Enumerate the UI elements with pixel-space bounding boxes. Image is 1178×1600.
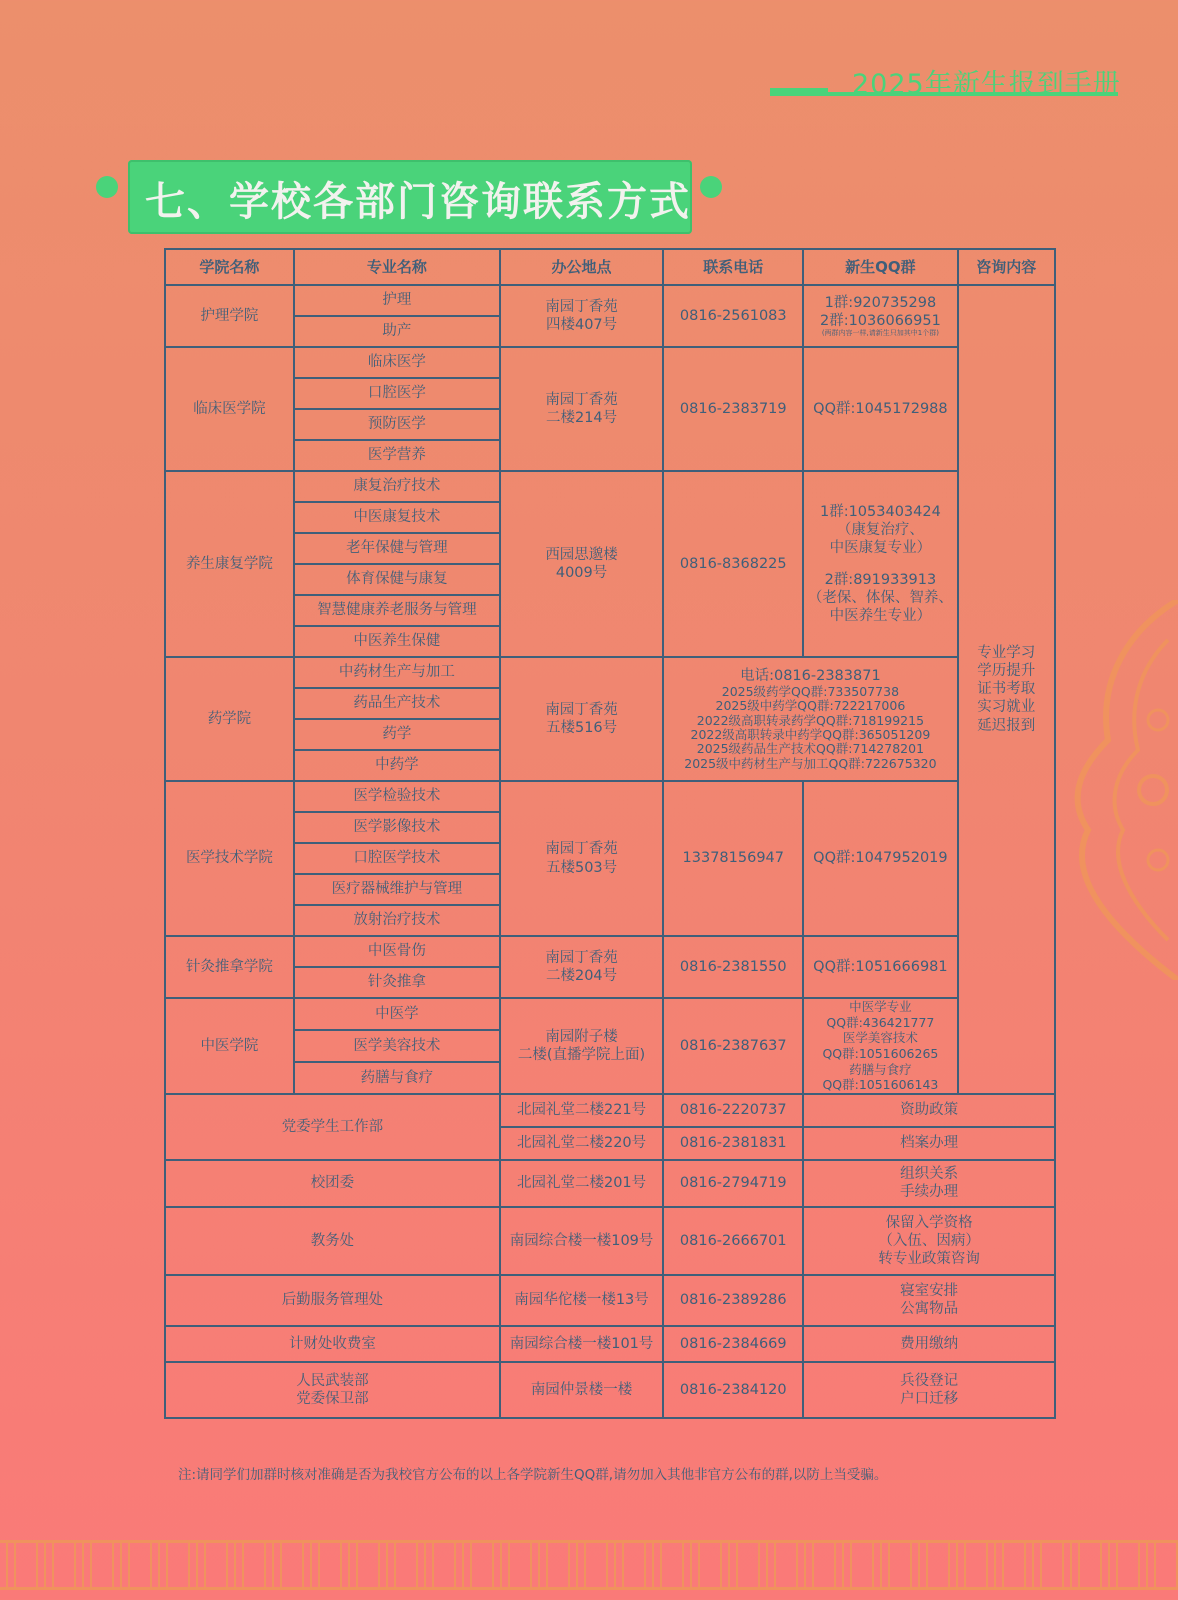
office-line: 四楼407号 [545,317,618,333]
major-name: 口腔医学 [294,378,500,409]
college-name: 临床医学院 [165,347,294,471]
table-row [165,936,1055,967]
table-row [165,657,1055,688]
major-name: 医学美容技术 [294,1030,500,1062]
phone-number: 0816-2387637 [663,998,803,1094]
office-location [500,285,663,347]
phone-number: 0816-2666701 [663,1207,803,1275]
qq-line: 中医康复专业） [829,539,932,556]
major-name: 医学影像技术 [294,812,500,843]
phone-number: 0816-8368225 [663,471,803,657]
consult-line: 手续办理 [900,1184,959,1201]
consult-content: 资助政策 [803,1094,1055,1127]
major-name: 药膳与食疗 [294,1062,500,1094]
office-location [500,471,663,657]
qq-line: 药膳与食疗 [849,1061,912,1077]
office-location [500,657,663,781]
consult-line: 实习就业 [977,699,1036,716]
college-name: 医学技术学院 [165,781,294,936]
qq-line: 1群:920735298 [824,295,937,312]
consult-line: 公寓物品 [900,1301,959,1318]
qq-line: 2025级药品生产技术QQ群:714278201 [696,741,925,757]
phone-number: 0816-2561083 [663,285,803,347]
table-row [165,347,1055,378]
qq-line: 2022级高职转录中药学QQ群:365051209 [690,727,931,743]
major-name: 康复治疗技术 [294,471,500,502]
college-name: 针灸推拿学院 [165,936,294,998]
decorative-border-band [0,1540,1178,1590]
office-location: 南园华佗楼一楼13号 [500,1275,663,1326]
table-row [165,1094,1055,1127]
qq-note: (两群内容一样,请新生只加其中1个群) [821,329,939,338]
office-location [500,347,663,471]
major-name: 助产 [294,316,500,347]
office-line: 西园思邈楼 [545,546,618,563]
department-name: 教务处 [165,1207,500,1275]
table-row [165,1160,1055,1207]
department-name: 党委学生工作部 [165,1094,500,1160]
qq-group [803,998,957,1094]
qq-line: 2022级高职转录药学QQ群:718199215 [696,712,925,728]
phone-number: 0816-2383719 [663,347,803,471]
office-line: 二楼204号 [545,968,618,984]
footer-note: 注:请同学们加群时核对准确是否为我校官方公布的以上各学院新生QQ群,请勿加入其他非官方公布的群,以防上当受骗。 [178,1467,888,1483]
qq-line: 2025级药学QQ群:733507738 [721,683,900,699]
phone-number: 0816-2384120 [663,1362,803,1418]
major-name: 中医康复技术 [294,502,500,533]
qq-line: 中医学专业 [849,999,912,1014]
consult-line: （入伍、因病） [878,1232,980,1249]
consult-content: 档案办理 [803,1127,1055,1160]
major-name: 医学营养 [294,440,500,471]
office-line: 五楼516号 [545,720,618,736]
consult-line: 证书考取 [977,681,1036,698]
header-college: 学院名称 [165,249,294,285]
table-row [165,1207,1055,1275]
major-name: 针灸推拿 [294,967,500,998]
consult-content: 费用缴纳 [803,1326,1055,1362]
major-name: 护理 [294,285,500,316]
table-row [165,1362,1055,1418]
phone-number: 0816-2381550 [663,936,803,998]
cloud-ornament-icon [1058,600,1178,980]
qq-spacer [806,557,954,571]
department-line: 党委保卫部 [296,1390,369,1407]
phone-qq-combined [663,657,957,781]
table-row [165,1275,1055,1326]
qq-line: 2群:1036066951 [819,313,941,330]
major-name: 药学 [294,719,500,750]
consult-line: 户口迁移 [900,1390,959,1407]
office-line: 二楼(直播学院上面) [517,1046,646,1063]
phone-number: 13378156947 [663,781,803,936]
office-line: 南园丁香苑 [545,949,618,966]
qq-group: QQ群:1047952019 [803,781,957,936]
college-name: 护理学院 [165,285,294,347]
table-row [165,1326,1055,1362]
consult-line: 寝室安排 [900,1283,959,1300]
consult-line: 兵役登记 [900,1372,959,1389]
office-line: 4009号 [555,565,608,581]
handbook-title: 2025年新生报到手册 [852,69,1121,100]
consult-line: 延迟报到 [977,717,1036,734]
office-location: 北园礼堂二楼221号 [500,1094,663,1127]
banner-right-knob [700,176,722,198]
contact-table [164,248,1056,1419]
phone-number: 0816-2384669 [663,1326,803,1362]
office-location [500,936,663,998]
header-phone: 联系电话 [663,249,803,285]
section-title: 七、学校各部门咨询联系方式 [145,179,691,225]
office-line: 南园丁香苑 [545,391,618,408]
office-line: 南园丁香苑 [545,841,618,858]
consult-content [803,1275,1055,1326]
office-location: 南园仲景楼一楼 [500,1362,663,1418]
pharmacy-phone: 电话:0816-2383871 [740,667,881,684]
office-line: 南园丁香苑 [545,298,618,315]
qq-line: 中医养生专业） [829,608,932,625]
department-line: 人民武装部 [296,1372,369,1389]
consult-content [958,285,1055,1094]
office-location: 南园综合楼一楼109号 [500,1207,663,1275]
department-name: 计财处收费室 [165,1326,500,1362]
phone-number: 0816-2389286 [663,1275,803,1326]
office-location: 北园礼堂二楼220号 [500,1127,663,1160]
department-name [165,1362,500,1418]
table-row [165,285,1055,316]
office-location [500,781,663,936]
qq-line: 1群:1053403424 [819,503,941,520]
consult-content [803,1207,1055,1275]
qq-line: （康复治疗、 [836,521,924,538]
major-name: 老年保健与管理 [294,533,500,564]
major-name: 中医养生保健 [294,626,500,657]
office-line: 二楼214号 [545,410,618,426]
header-major: 专业名称 [294,249,500,285]
header-consult: 咨询内容 [958,249,1055,285]
qq-line: QQ群:436421777 [826,1014,935,1030]
table-row [165,781,1055,812]
major-name: 体育保健与康复 [294,564,500,595]
qq-line: QQ群:1051606265 [822,1045,939,1061]
major-name: 药品生产技术 [294,688,500,719]
department-name: 校团委 [165,1160,500,1207]
qq-group [803,471,957,657]
major-name: 中医骨伤 [294,936,500,967]
qq-line: 2025级中药学QQ群:722217006 [715,698,906,714]
major-name: 医学检验技术 [294,781,500,812]
department-name: 后勤服务管理处 [165,1275,500,1326]
major-name: 中药材生产与加工 [294,657,500,688]
major-name: 中药学 [294,750,500,781]
qq-line: （老保、体保、智养、 [807,590,953,607]
phone-number: 0816-2381831 [663,1127,803,1160]
college-name: 药学院 [165,657,294,781]
major-name: 预防医学 [294,409,500,440]
office-location [500,998,663,1094]
consult-line: 组织关系 [900,1166,959,1183]
phone-number: 0816-2794719 [663,1160,803,1207]
header-qq: 新生QQ群 [803,249,957,285]
qq-group: QQ群:1045172988 [803,347,957,471]
major-name: 放射治疗技术 [294,905,500,936]
consult-content [803,1362,1055,1418]
banner-left-knob [96,176,118,198]
consult-content [803,1160,1055,1207]
qq-group [803,285,957,347]
major-name: 智慧健康养老服务与管理 [294,595,500,626]
consult-line: 学历提升 [977,663,1036,680]
qq-line: 2群:891933913 [824,572,937,588]
header-office: 办公地点 [500,249,663,285]
consult-line: 专业学习 [977,645,1036,662]
major-name: 医疗器械维护与管理 [294,874,500,905]
table-row [165,998,1055,1030]
table-row [165,471,1055,502]
college-name: 养生康复学院 [165,471,294,657]
office-line: 南园丁香苑 [545,701,618,718]
qq-line: QQ群:1051606143 [822,1077,939,1093]
qq-line: 2025级中药材生产与加工QQ群:722675320 [684,755,937,771]
major-name: 口腔医学技术 [294,843,500,874]
consult-line: 保留入学资格 [885,1214,973,1231]
table-header-row [165,249,1055,285]
office-location: 南园综合楼一楼101号 [500,1326,663,1362]
office-line: 南园附子楼 [545,1028,618,1045]
major-name: 中医学 [294,998,500,1030]
phone-number: 0816-2220737 [663,1094,803,1127]
college-name: 中医学院 [165,998,294,1094]
office-line: 五楼503号 [545,859,618,876]
consult-line: 转专业政策咨询 [878,1250,980,1267]
qq-group: QQ群:1051666981 [803,936,957,998]
qq-line: 医学美容技术 [842,1030,918,1046]
office-location: 北园礼堂二楼201号 [500,1160,663,1207]
major-name: 临床医学 [294,347,500,378]
